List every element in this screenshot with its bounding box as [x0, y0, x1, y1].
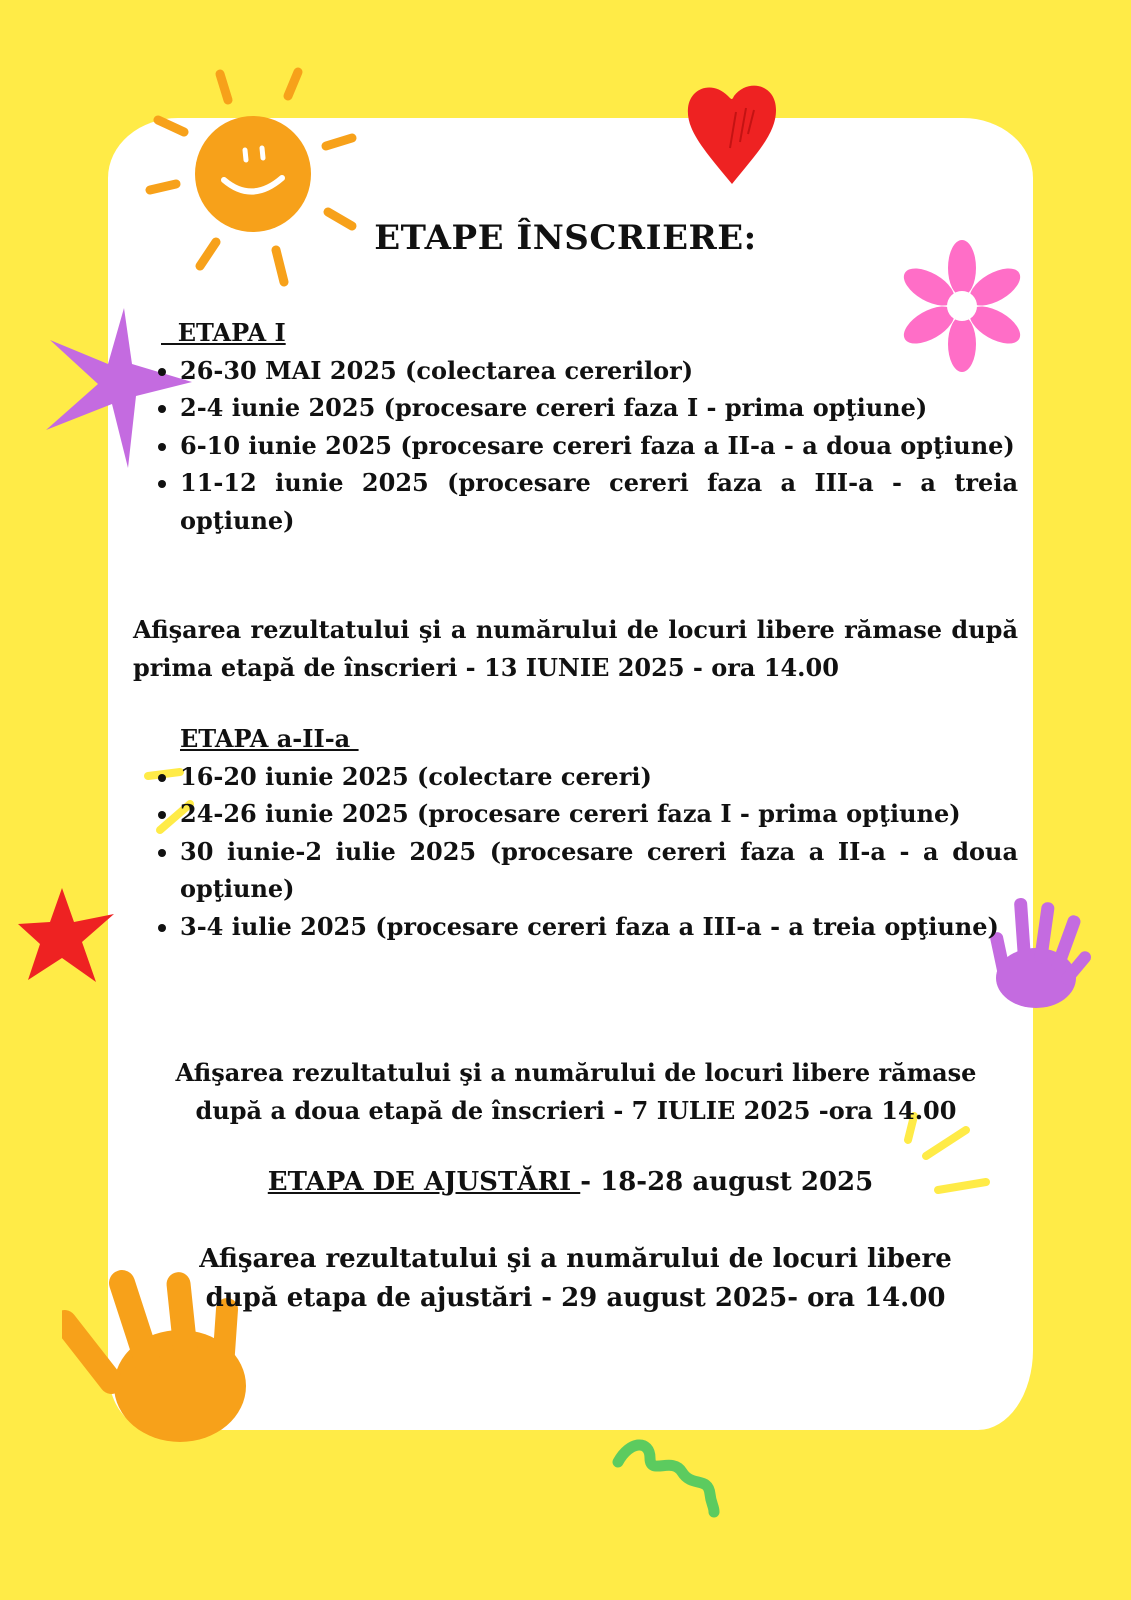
- stage2-heading: ETAPA a-II-a: [180, 724, 359, 753]
- adjust-result-line1: Afişarea rezultatului şi a numărului de locuri libere: [199, 1244, 952, 1274]
- list-item: • 11-12 iunie 2025 (procesare cereri faza a III-a - a treia opţiune): [180, 464, 1018, 539]
- list-item: • 3-4 iulie 2025 (procesare cereri faza a III-a - a treia opţiune): [180, 908, 1018, 946]
- adjust-heading: ETAPA DE AJUSTĂRI: [267, 1167, 581, 1197]
- list-item: • 2-4 iunie 2025 (procesare cereri faza I - prima opţiune): [180, 389, 1018, 427]
- stage1-heading: ETAPA I: [161, 318, 286, 347]
- stage2-list: [133, 758, 1018, 946]
- adjust-result-line2: după etapa de ajustări - 29 august 2025- ora 14.00: [205, 1283, 946, 1313]
- stage2-result-line1: Afişarea rezultatului şi a numărului de locuri libere rămase: [175, 1058, 977, 1087]
- stage1-section: [133, 314, 1018, 539]
- stage1-result: Afişarea rezultatului şi a numărului de locuri libere rămase după prima etapă de înscrieri - 13 IUNIE 2025 - ora 14.00: [133, 615, 1018, 682]
- stage2-result: [120, 1054, 1032, 1129]
- list-item: • 30 iunie-2 iulie 2025 (procesare cereri faza a II-a - a doua opţiune): [180, 833, 1018, 908]
- stage2-section: [133, 720, 1018, 945]
- list-item: • 6-10 iunie 2025 (procesare cereri faza a II-a - a doua opţiune): [180, 427, 1018, 465]
- adjust-result: [108, 1240, 1043, 1318]
- adjust-dates: - 18-28 august 2025: [580, 1167, 874, 1197]
- stage1-list: [133, 352, 1018, 540]
- stage2-result-line2: după a doua etapă de înscrieri - 7 IULIE 2025 -ora 14.00: [195, 1095, 957, 1125]
- adjust-section: [108, 1164, 1033, 1202]
- list-item: • 24-26 iunie 2025 (procesare cereri faza I - prima opţiune): [180, 795, 1018, 833]
- list-item: • 16-20 iunie 2025 (colectare cereri): [180, 758, 1018, 796]
- list-item: • 26-30 MAI 2025 (colectarea cererilor): [180, 352, 1018, 390]
- page-title: ETAPE ÎNSCRIERE:: [374, 218, 757, 258]
